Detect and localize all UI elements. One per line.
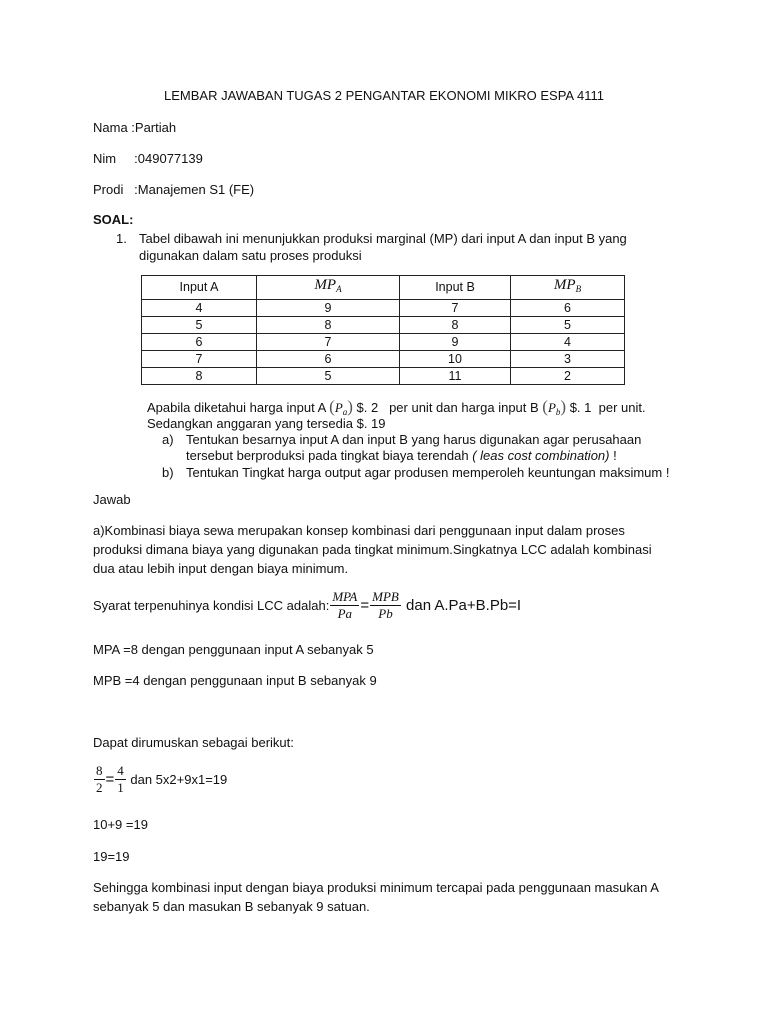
fraction-mpa-pa: $\frac{\text{MPA}}{Pa}$ — [332, 589, 358, 621]
document-title: LEMBAR JAWABAN TUGAS 2 PENGANTAR EKONOMI MIKRO ESPA 4111 — [164, 88, 604, 103]
header-input-a: Input A — [142, 276, 257, 300]
table-cell: 2 — [511, 368, 625, 385]
table-cell: 5 — [142, 317, 257, 334]
table-row — [142, 351, 625, 368]
marginal-product-table — [141, 275, 625, 385]
question-a-line-2: tersebut berproduksi pada tingkat biaya terendah ( leas cost combination) ! — [186, 448, 617, 463]
nama-value: Partiah — [134, 120, 177, 135]
mpa-statement: MPA =8 dengan penggunaan input A sebanyak 5 — [93, 642, 374, 657]
question-b-label: b) — [162, 465, 174, 480]
conclusion-line-1: Sehingga kombinasi input dengan biaya produksi minimum tercapai pada penggunaan masukan A — [93, 880, 659, 895]
lcc-condition: Syarat terpenuhinya kondisi LCC adalah: $\frac{\text{MPA}}{Pa}$ = $\frac{\text{MPB}}{Pb}$ dan A.Pa+B.Pb=I — [93, 589, 522, 621]
price-statement: Apabila diketahui harga input A $(P_a)$ $. 2 per unit dan harga input B $(P_b)$ $. 1 per unit. — [147, 397, 646, 417]
table-cell: 7 — [142, 351, 257, 368]
budget-statement: Sedangkan anggaran yang tersedia $. 19 — [147, 416, 386, 431]
table-cell: 8 — [257, 317, 400, 334]
header-input-b: Input B — [400, 276, 511, 300]
table-cell: 9 — [257, 300, 400, 317]
fraction-8-2: $\frac{8}{2}$ — [96, 763, 103, 795]
formula-line: $\frac{8}{2}$ = $\frac{4}{1}$ dan 5x2+9x1=19 — [96, 763, 228, 795]
table-cell: 9 — [400, 334, 511, 351]
pa-symbol: $P_a$ — [334, 400, 348, 417]
soal-line-2: digunakan dalam satu proses produksi — [139, 248, 362, 263]
calculation-1: 10+9 =19 — [93, 817, 148, 832]
answer-paragraph-line-1: a)Kombinasi biaya sewa merupakan konsep kombinasi dari penggunaan input dalam proses — [93, 523, 625, 538]
mpb-statement: MPB =4 dengan penggunaan input B sebanyak 9 — [93, 673, 377, 688]
table-row — [142, 368, 625, 385]
table-cell: 5 — [257, 368, 400, 385]
table-row — [142, 300, 625, 317]
formulation-heading: Dapat dirumuskan sebagai berikut: — [93, 735, 294, 750]
jawab-heading: Jawab — [93, 492, 131, 507]
header-mp-b: $MP_B$ — [511, 276, 625, 300]
soal-heading: SOAL: — [93, 212, 134, 227]
nim-label: Nim : — [93, 151, 138, 166]
answer-paragraph-line-2: produksi dimana biaya yang digunakan pada tingkat minimum.Singkatnya LCC adalah kombinasi — [93, 542, 652, 557]
prodi-value: Manajemen S1 (FE) — [137, 182, 255, 197]
question-a-line-1: Tentukan besarnya input A dan input B yang harus digunakan agar perusahaan — [186, 432, 642, 447]
table-cell: 10 — [400, 351, 511, 368]
table-cell: 6 — [511, 300, 625, 317]
fraction-mpb-pb: $\frac{\text{MPB}}{Pb}$ — [372, 589, 399, 621]
question-a-label: a) — [162, 432, 174, 447]
conclusion-line-2: sebanyak 5 dan masukan B sebanyak 9 satuan. — [93, 899, 370, 914]
table-cell: 7 — [400, 300, 511, 317]
fraction-4-1: $\frac{4}{1}$ — [117, 763, 124, 795]
table-row — [142, 334, 625, 351]
nim-value: 049077139 — [137, 151, 203, 166]
answer-paragraph-line-3: dua atau lebih input dengan biaya minimum. — [93, 561, 349, 576]
table-row — [142, 317, 625, 334]
table-cell: 8 — [400, 317, 511, 334]
table-cell: 5 — [511, 317, 625, 334]
prodi-row — [93, 182, 254, 197]
soal-number: 1. — [116, 231, 127, 246]
nama-label: Nama : — [93, 120, 135, 135]
table-header-row — [142, 276, 625, 300]
table-cell: 4 — [511, 334, 625, 351]
pb-symbol: $P_b$ — [547, 400, 561, 417]
soal-line-1: Tabel dibawah ini menunjukkan produksi marginal (MP) dari input A dan input B yang — [139, 231, 627, 246]
table-cell: 11 — [400, 368, 511, 385]
table-cell: 4 — [142, 300, 257, 317]
nim-row — [93, 151, 203, 166]
header-mp-a: $MP_A$ — [257, 276, 400, 300]
nama-row — [93, 120, 176, 135]
calculation-2: 19=19 — [93, 849, 130, 864]
table-cell: 6 — [257, 351, 400, 368]
question-b-line: Tentukan Tingkat harga output agar produsen memperoleh keuntungan maksimum ! — [186, 465, 670, 480]
table-cell: 6 — [142, 334, 257, 351]
table-cell: 7 — [257, 334, 400, 351]
table-cell: 3 — [511, 351, 625, 368]
prodi-label: Prodi : — [93, 182, 138, 197]
table-cell: 8 — [142, 368, 257, 385]
